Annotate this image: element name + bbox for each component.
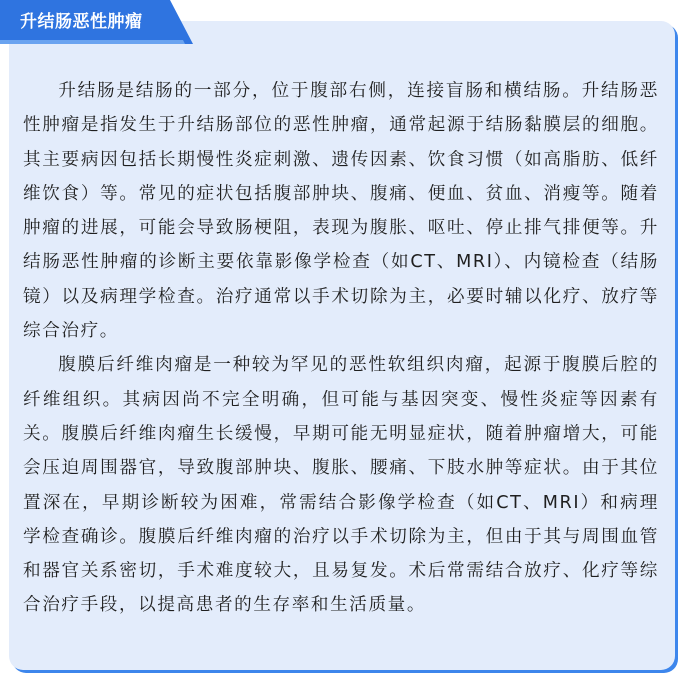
article-body — [23, 74, 659, 623]
section-title: 升结肠恶性肿瘤 — [20, 12, 143, 32]
title-tab-accent — [0, 40, 185, 44]
paragraph-retroperitoneal-fibrosarcoma: 腹膜后纤维肉瘤是一种较为罕见的恶性软组织肉瘤，起源于腹膜后腔的纤维组织。其病因尚不完全明确，但可能与基因突变、慢性炎症等因素有关。腹膜后纤维肉瘤生长缓慢，早期可能无明显症状，随着肿瘤增大，可能会压迫周围器官，导致腹部肿块、腹胀、腰痛、下肢水肿等症状。由于其位置深在，早期诊断较为困难，常需结合影像学检查（如CT、MRI）和病理学检查确诊。腹膜后纤维肉瘤的治疗以手术切除为主，但由于其与周围血管和器官关系密切，手术难度较大，且易复发。术后常需结合放疗、化疗等综合治疗手段，以提高患者的生存率和生活质量。 — [23, 355, 659, 616]
paragraph-ascending-colon: 升结肠是结肠的一部分，位于腹部右侧，连接盲肠和横结肠。升结肠恶性肿瘤是指发生于升结肠部位的恶性肿瘤，通常起源于结肠黏膜层的细胞。其主要病因包括长期慢性炎症刺激、遗传因素、饮食习惯（如高脂肪、低纤维饮食）等。常见的症状包括腹部肿块、腹痛、便血、贫血、消瘦等。随着肿瘤的进展，可能会导致肠梗阻，表现为腹胀、呕吐、停止排气排便等。升结肠恶性肿瘤的诊断主要依靠影像学检查（如CT、MRI）、内镜检查（结肠镜）以及病理学检查。治疗通常以手术切除为主，必要时辅以化疗、放疗等综合治疗。 — [23, 81, 659, 342]
